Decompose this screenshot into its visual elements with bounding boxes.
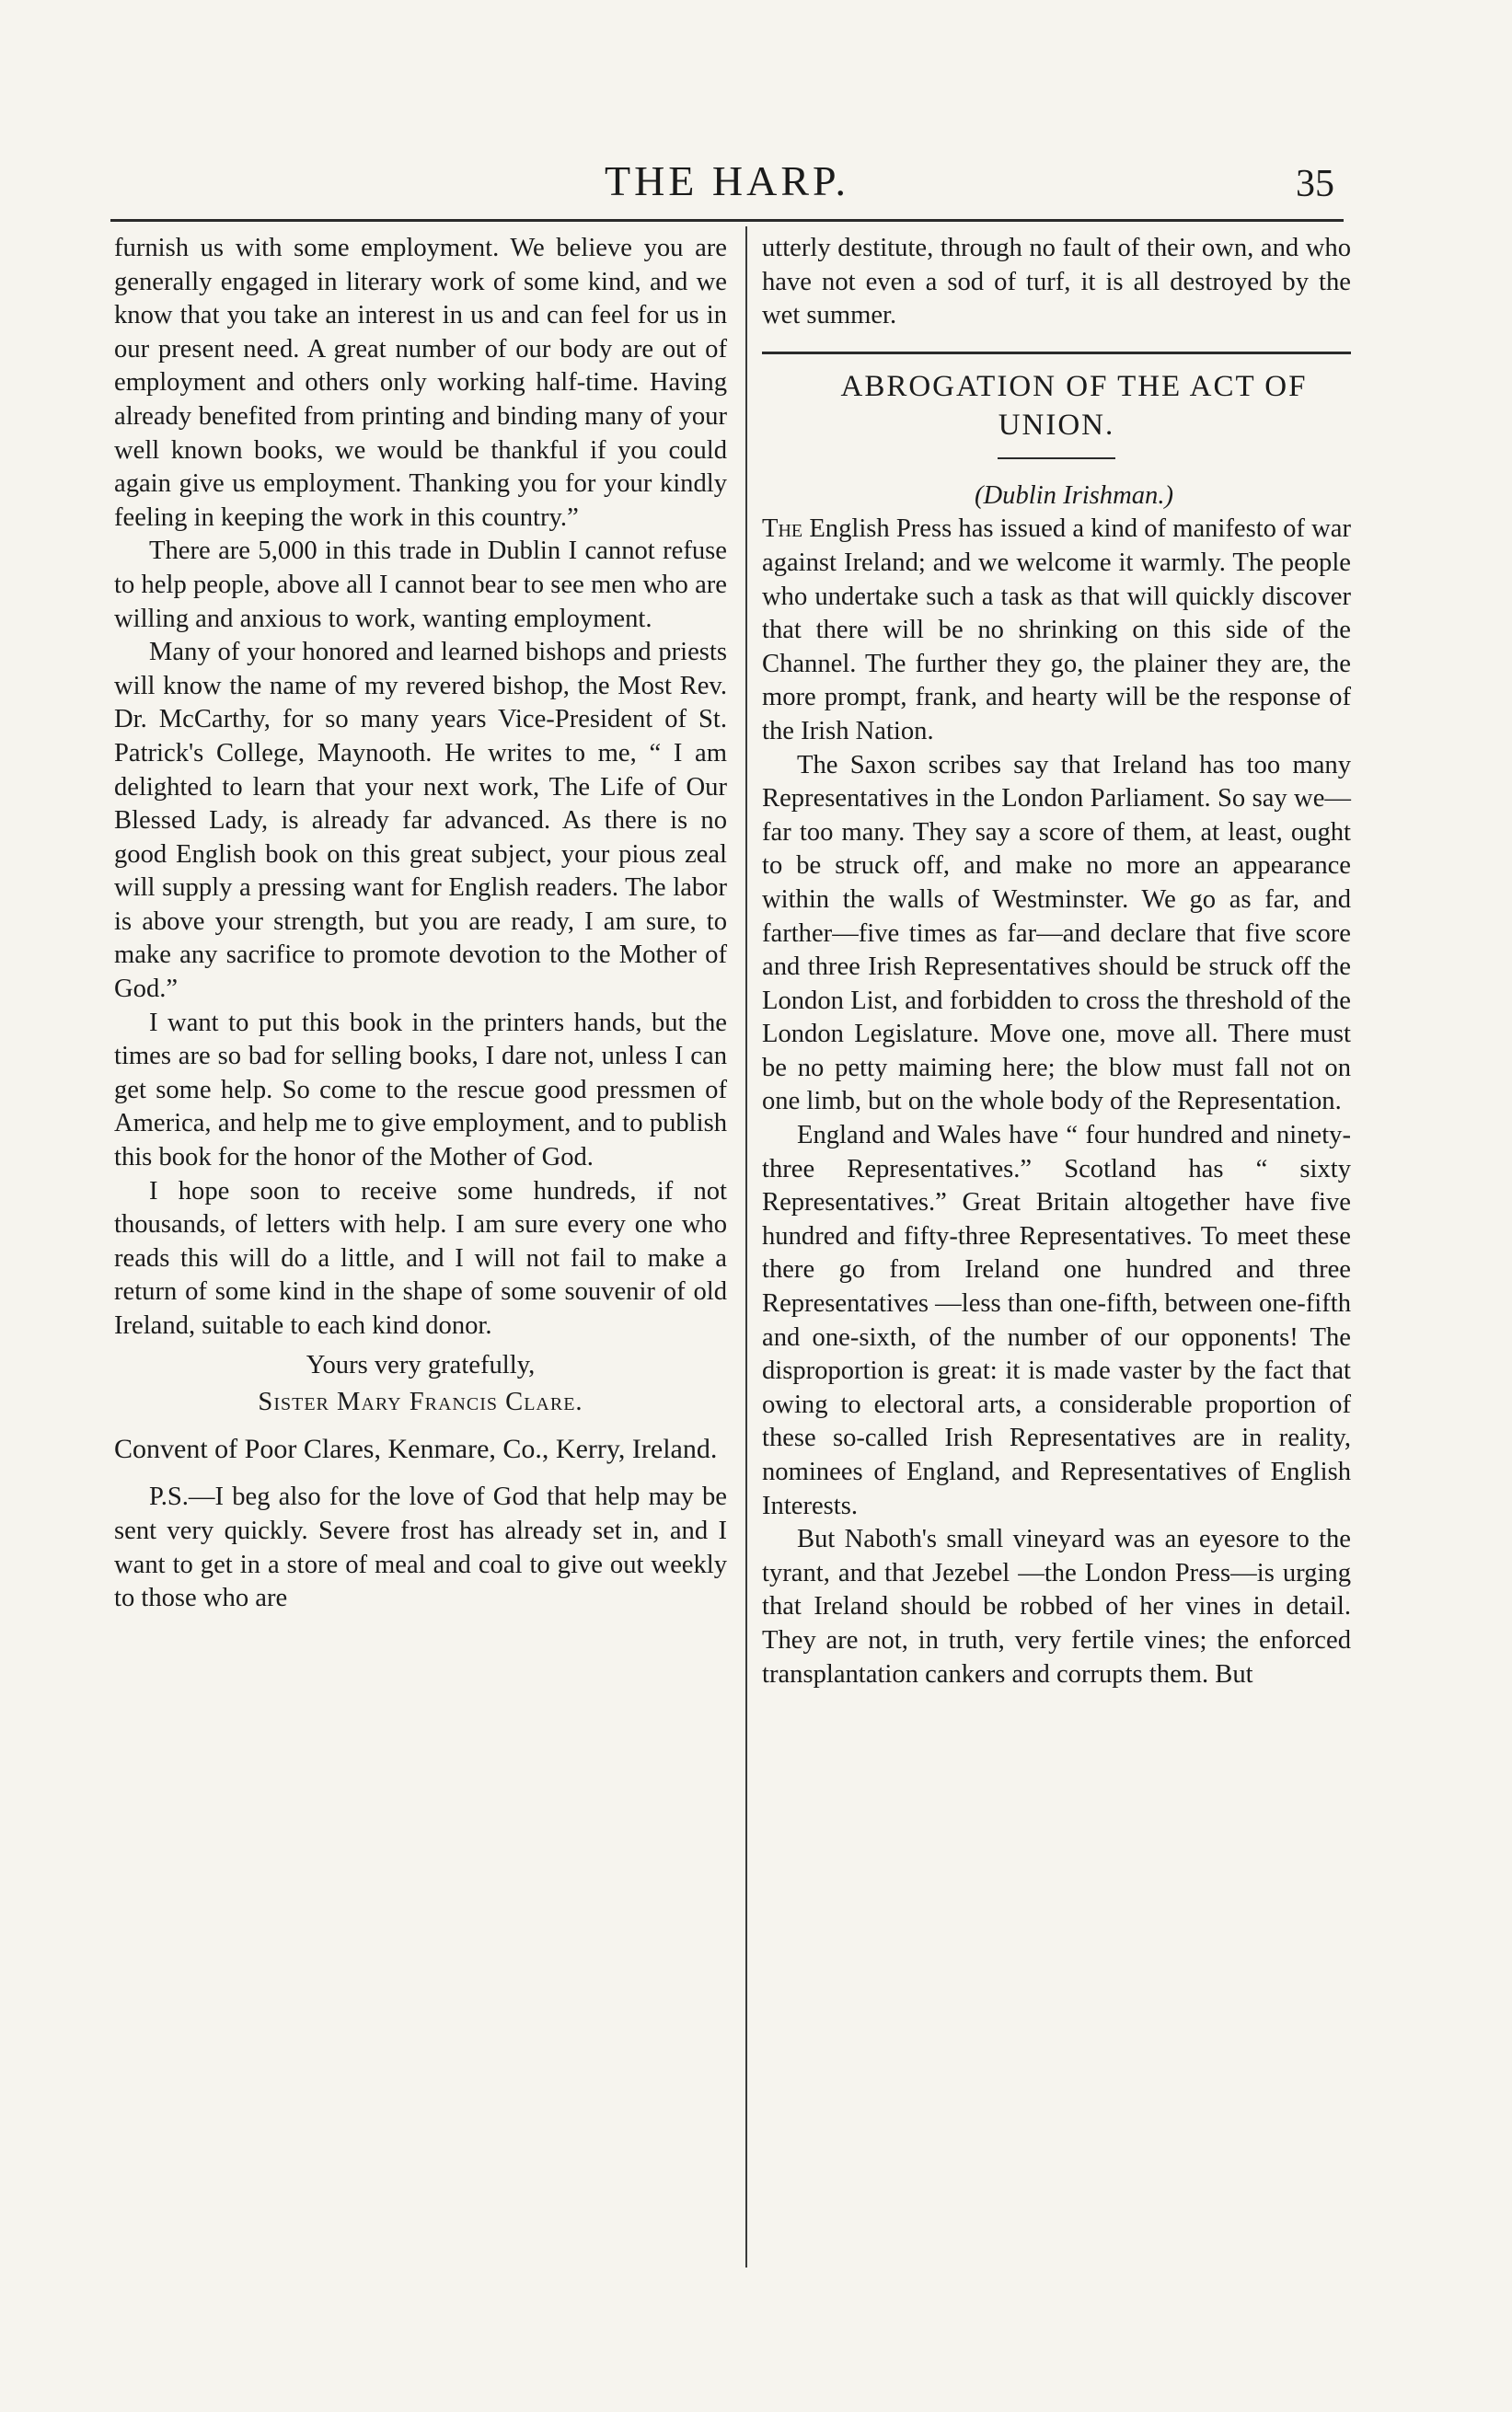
column-divider xyxy=(745,226,747,2268)
letter-address: Convent of Poor Clares, Kenmare, Co., Kerry, Ireland. xyxy=(114,1433,718,1464)
left-paragraph-3: Many of your honored and learned bishops and priests will know the name of my revered bishop, the Most Rev. Dr. McCarthy, for so many years Vice-President of St. Patrick's College, Maynooth. He writes to me, “ I am delighted to learn that your next work, The Life of Our Blessed Lady, is already far advanced. As there is no good English book on this great subject, your pious zeal will supply a pressing want for English readers. The labor is above your strength, but you are ready, I am sure, to make any sacrifice to promote devotion to the Mother of God.” xyxy=(114,638,727,1004)
right-paragraph-1 xyxy=(762,513,1351,748)
title-rule xyxy=(998,457,1115,459)
left-paragraph-1: furnish us with some employment. We believe you are generally engaged in literary work of some kind, and we know that you take an interest in us and can feel for us in our present need. A great number of our body are out of employment and others only working half-time. Having already benefited from printing and binding many of your well known books, we would be thankful if you could again give us employment. Thanking you for your kindly feeling in keeping the work in this country.” xyxy=(114,234,727,532)
right-paragraph-3: England and Wales have “ four hundred and ninety-three Representatives.” Scotland has “ sixty Representatives.” Great Britain altogether have five hundred and fifty-three Representatives. To meet these there go from Ireland one hundred and three Representatives —less than one-fifth, between one-fifth and one-sixth, of the number of our opponents! The disproportion is great: it is made vaster by the fact that owing to electoral arts, a considerable proportion of these so-called Irish Representatives are in reality, nominees of England, and Representatives of English Interests. xyxy=(762,1121,1351,1520)
right-paragraph-2: The Saxon scribes say that Ireland has too many Representatives in the London Parliament. So say we—far too many. They say a score of them, at least, ought to be struck off, and make no more an appearance within the walls of Westminster. We go as far, and farther—five times as far—and declare that five score and three Irish Representatives should be struck off the London List, and forbidden to cross the threshold of the London Legislature. Move one, move all. There must be no petty maiming here; the blow must fall not on one limb, but on the whole body of the Representation. xyxy=(762,750,1351,1116)
continued-paragraph: utterly destitute, through no fault of their own, and who have not even a sod of turf, it is all destroyed by the wet summer. xyxy=(762,234,1351,330)
opening-word: The xyxy=(762,514,803,544)
letter-closing: Yours very gratefully, xyxy=(306,1350,536,1379)
left-paragraph-5: I hope soon to receive some hundreds, if not thousands, of letters with help. I am sure every one who reads this will do a little, and I will not fail to make a return of some kind in the shape of some souvenir of old Ireland, suitable to each kind donor. xyxy=(114,1176,727,1340)
running-title: THE HARP. xyxy=(604,157,850,204)
right-column xyxy=(762,232,1351,1691)
section-rule xyxy=(762,352,1351,354)
letter-signature: Sister Mary Francis Clare. xyxy=(258,1388,583,1417)
page-number: 35 xyxy=(1296,163,1334,205)
article-title: ABROGATION OF THE ACT OF UNION. xyxy=(840,369,1308,442)
header-rule xyxy=(110,219,1344,222)
left-paragraph-4: I want to put this book in the printers hands, but the times are so bad for selling books, I dare not, unless I can get some help. So come to the rescue good pressmen of America, and help me to give employment, and to publish this book for the honor of the Mother of God. xyxy=(114,1008,727,1172)
left-paragraph-2: There are 5,000 in this trade in Dublin I cannot refuse to help people, above all I cannot bear to see men who are willing and anxious to work, wanting employment. xyxy=(114,537,727,633)
right-paragraph-1-text: English Press has issued a kind of manifesto of war against Ireland; and we welcome it warmly. The people who undertake such a task as that will quickly discover that there will be no shrinking on this side of the Channel. The further they go, the plainer they are, the more prompt, frank, and hearty will be the response of the Irish Nation. xyxy=(762,514,1351,745)
left-column xyxy=(114,232,727,1616)
postscript: P.S.—I beg also for the love of God that help may be sent very quickly. Severe frost has already set in, and I want to get in a store of meal and coal to give out weekly to those who are xyxy=(114,1483,727,1613)
right-paragraph-4: But Naboth's small vineyard was an eyesore to the tyrant, and that Jezebel —the London Press—is urging that Ireland should be robbed of her vines in detail. They are not, in truth, very fertile vines; the enforced transplantation cankers and corrupts them. But xyxy=(762,1525,1351,1689)
article-source: (Dublin Irishman.) xyxy=(974,480,1174,510)
page-header xyxy=(110,156,1344,212)
